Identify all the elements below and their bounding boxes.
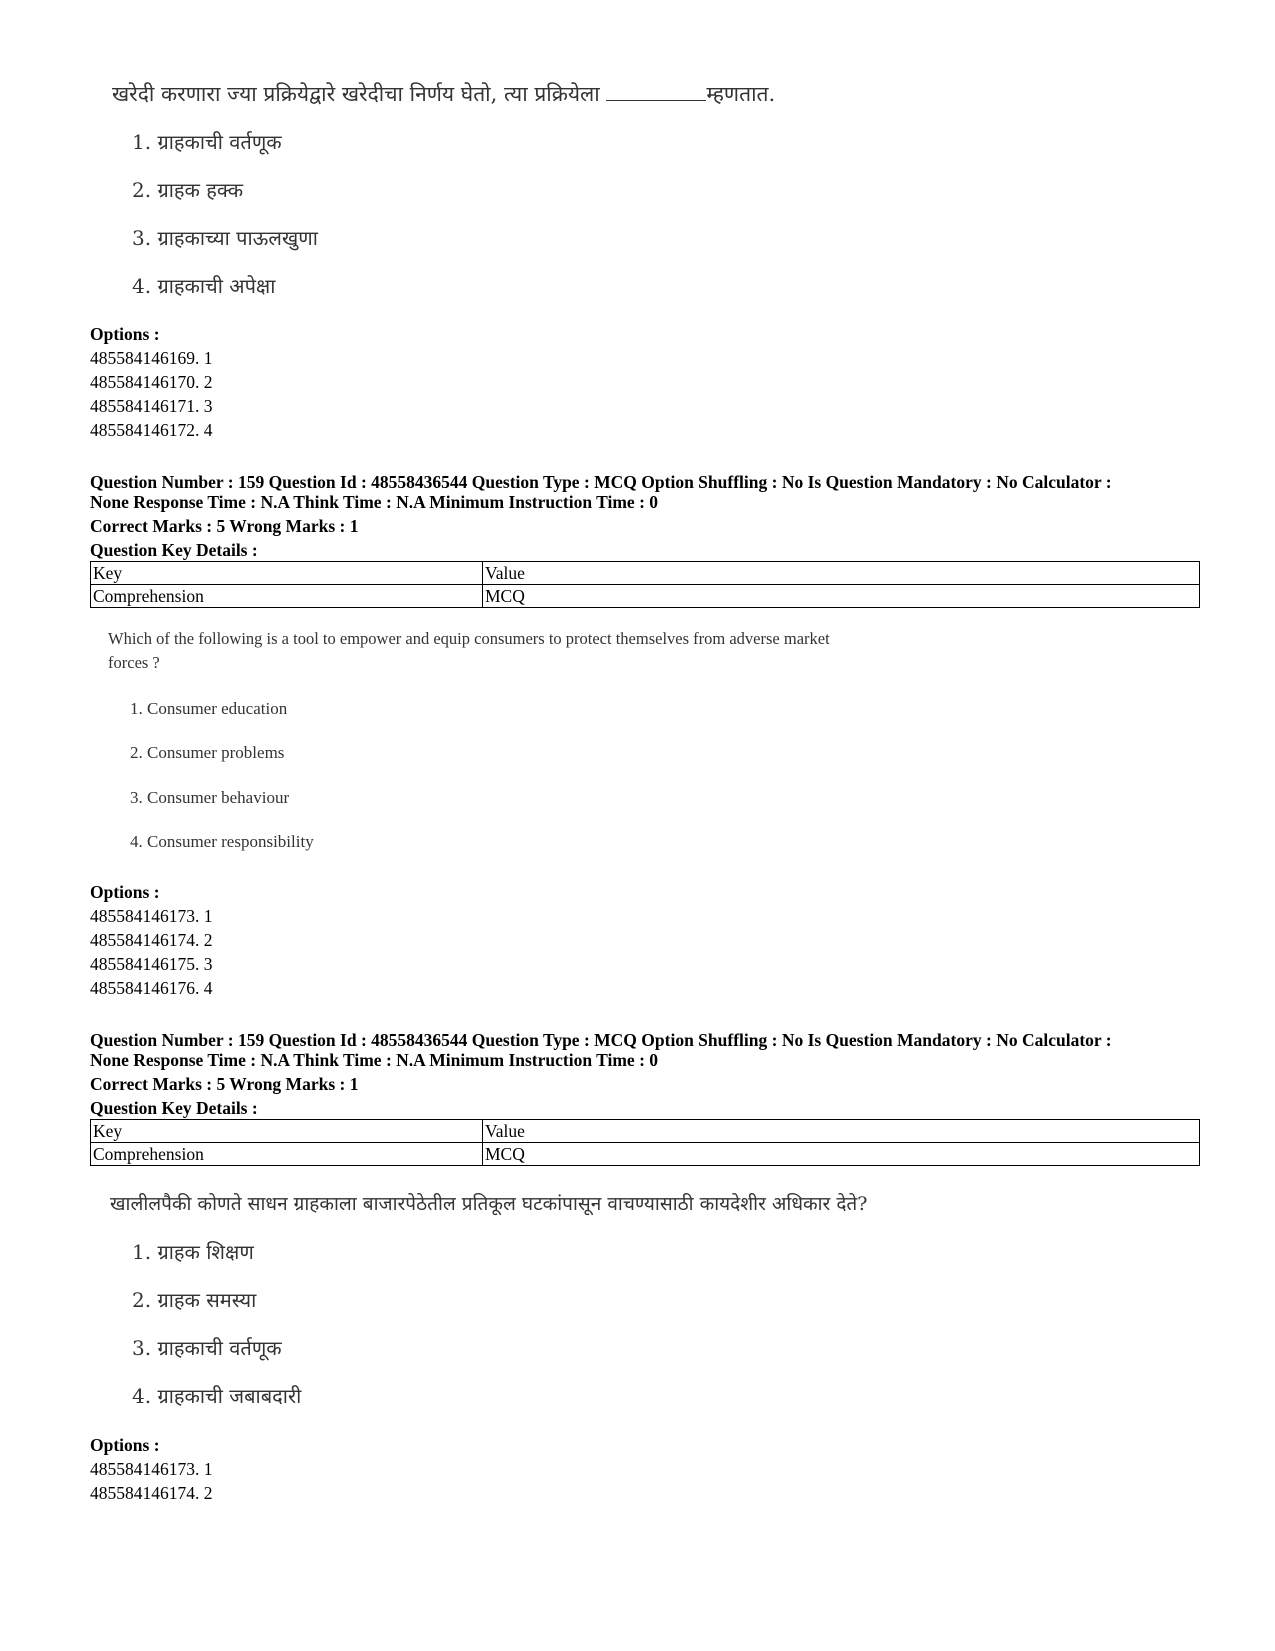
- q2-question-image: [108, 628, 1008, 858]
- table-row: [91, 585, 1200, 608]
- table-cell-key: Comprehension: [91, 1143, 483, 1166]
- q1-option-3: 3. ग्राहकाच्या पाऊलखुणा: [132, 226, 318, 250]
- q3-options-block: [90, 1433, 1200, 1505]
- q1-options-label: Options :: [90, 324, 160, 344]
- q2-options-block: [90, 880, 1200, 1000]
- q1-stem: [112, 82, 775, 106]
- q3-stem: खालीलपैकी कोणते साधन ग्राहकाला बाजारपेठेतील प्रतिकूल घटकांपासून वाचण्यासाठी कायदेशीर अधिकार देते?: [110, 1193, 868, 1215]
- table-cell-value: MCQ: [483, 1143, 1200, 1166]
- q1-stem-before: खरेदी करणारा ज्या प्रक्रियेद्वारे खरेदीचा निर्णय घेतो, त्या प्रक्रियेला: [112, 82, 600, 106]
- q3-meta-block: [90, 1030, 1200, 1118]
- q1-option-id-3: 485584146171. 3: [90, 396, 213, 416]
- q3-option-4: 4. ग्राहकाची जबाबदारी: [132, 1384, 302, 1408]
- q1-option-id-2: 485584146170. 2: [90, 372, 213, 392]
- q2-meta-line-1: Question Number : 159 Question Id : 48558436544 Question Type : MCQ Option Shuffling : No Is Question Mandatory : No Calculator :: [90, 472, 1112, 492]
- q2-marks: Correct Marks : 5 Wrong Marks : 1: [90, 516, 359, 536]
- q3-meta-line-2: None Response Time : N.A Think Time : N.A Minimum Instruction Time : 0: [90, 1050, 659, 1070]
- q1-option-id-4: 485584146172. 4: [90, 420, 213, 440]
- table-header-key: Key: [91, 1120, 483, 1143]
- q2-options-label: Options :: [90, 882, 160, 902]
- q2-option-1: 1. Consumer education: [130, 699, 288, 718]
- q3-options-label: Options :: [90, 1435, 160, 1455]
- q1-options-block: [90, 322, 1200, 442]
- q1-blank: [606, 82, 706, 101]
- q2-option-4: 4. Consumer responsibility: [130, 832, 314, 851]
- q3-option-3: 3. ग्राहकाची वर्तणूक: [132, 1336, 282, 1360]
- q2-option-2: 2. Consumer problems: [130, 743, 285, 762]
- table-header-value: Value: [483, 1120, 1200, 1143]
- q1-option-id-1: 485584146169. 1: [90, 348, 213, 368]
- q2-option-id-3: 485584146175. 3: [90, 954, 213, 974]
- q2-key-details-label: Question Key Details :: [90, 540, 258, 560]
- q2-meta-line-2: None Response Time : N.A Think Time : N.A Minimum Instruction Time : 0: [90, 492, 659, 512]
- table-cell-key: Comprehension: [91, 585, 483, 608]
- table-row: [91, 1143, 1200, 1166]
- q1-stem-after: म्हणतात.: [706, 82, 776, 106]
- table-header-value: Value: [483, 562, 1200, 585]
- q2-stem-line-1: Which of the following is a tool to empower and equip consumers to protect themselves from adverse market: [108, 629, 830, 648]
- q2-option-id-1: 485584146173. 1: [90, 906, 213, 926]
- q3-marks: Correct Marks : 5 Wrong Marks : 1: [90, 1074, 359, 1094]
- q2-option-id-4: 485584146176. 4: [90, 978, 213, 998]
- q1-option-4: 4. ग्राहकाची अपेक्षा: [132, 274, 276, 298]
- table-header-row: [91, 1120, 1200, 1143]
- q3-option-1: 1. ग्राहक शिक्षण: [132, 1240, 254, 1264]
- q3-meta-line-1: Question Number : 159 Question Id : 48558436544 Question Type : MCQ Option Shuffling : No Is Question Mandatory : No Calculator :: [90, 1030, 1112, 1050]
- q3-option-id-1: 485584146173. 1: [90, 1459, 213, 1479]
- q2-option-id-2: 485584146174. 2: [90, 930, 213, 950]
- q1-question-image: [112, 82, 1012, 312]
- q3-option-id-2: 485584146174. 2: [90, 1483, 213, 1503]
- q2-stem-line-2: forces ?: [108, 653, 160, 672]
- table-header-row: [91, 562, 1200, 585]
- q2-meta-block: [90, 472, 1200, 560]
- q3-question-image: [110, 1192, 1030, 1422]
- q2-option-3: 3. Consumer behaviour: [130, 788, 290, 807]
- q1-option-1: 1. ग्राहकाची वर्तणूक: [132, 130, 282, 154]
- table-cell-value: MCQ: [483, 585, 1200, 608]
- q2-key-table: [90, 561, 1200, 608]
- q3-option-2: 2. ग्राहक समस्या: [132, 1288, 257, 1312]
- table-header-key: Key: [91, 562, 483, 585]
- q1-option-2: 2. ग्राहक हक्क: [132, 178, 244, 202]
- q3-key-details-label: Question Key Details :: [90, 1098, 258, 1118]
- q3-key-table: [90, 1119, 1200, 1166]
